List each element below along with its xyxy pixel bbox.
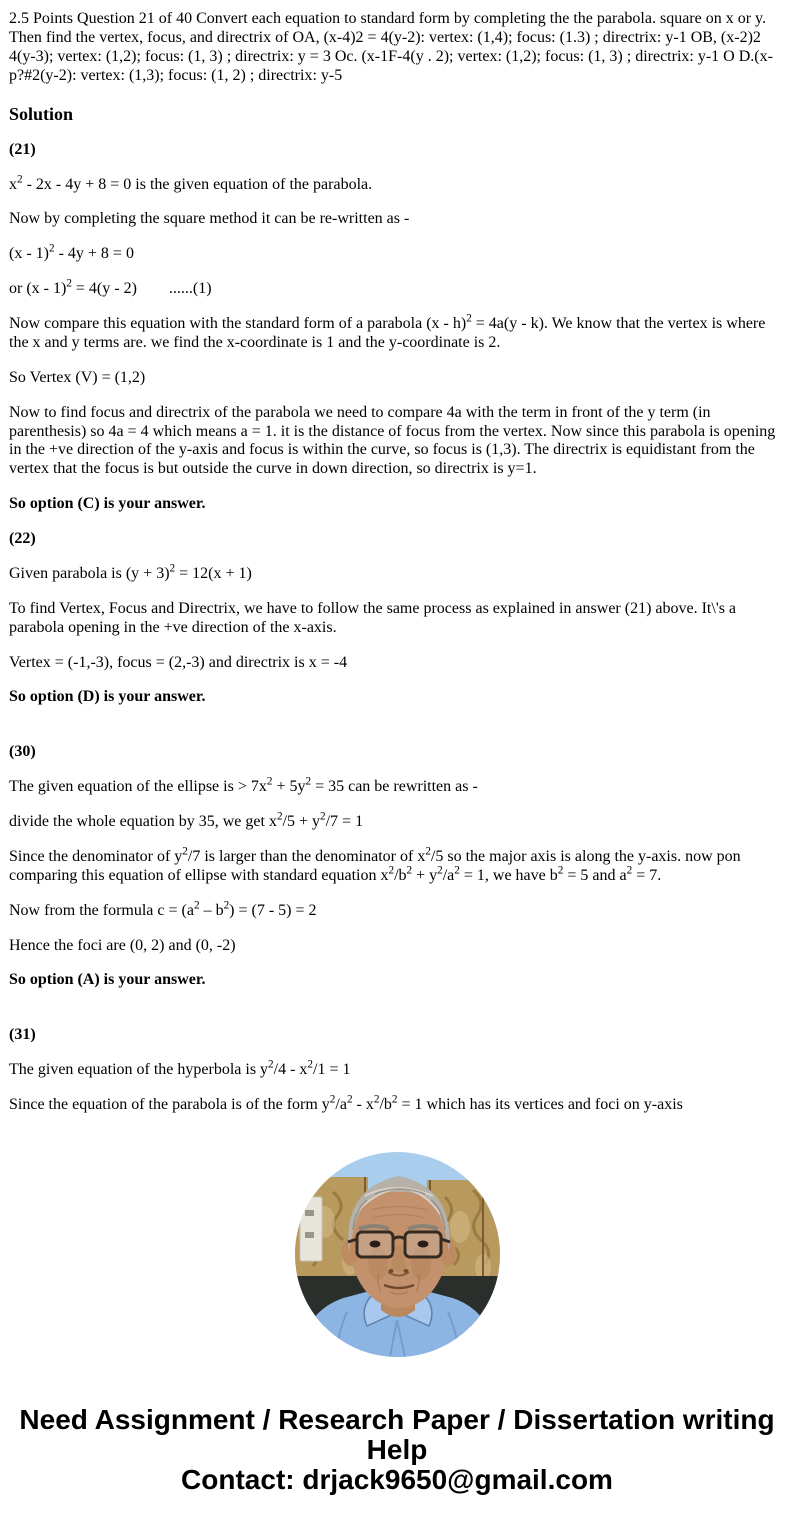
solution-paragraph: To find Vertex, Focus and Directrix, we have to follow the same process as explained in answer (21) above. It\'s a parabola opening in the +ve direction of the x-axis. — [9, 599, 741, 636]
section-30-number: (30) — [9, 743, 36, 761]
footer-help-text: Need Assignment / Research Paper / Dissertation writing Help — [19, 1404, 775, 1465]
answer-statement-30: So option (A) is your answer. — [9, 971, 206, 989]
solution-paragraph-clipped: Since the equation of the parabola is of the form $y^2/a^2 - x^2/b^2 = 1$ which has its vertices and foci on y-axis — [9, 1093, 683, 1114]
solution-paragraph: The given equation of the ellipse is > $7x^2 + 5y^2 = 35$ can be rewritten as - — [9, 775, 478, 796]
solution-heading: Solution — [9, 103, 74, 124]
solution-paragraph: or (x - 1)$^2$ = 4(y - 2) ......(1) — [9, 277, 212, 298]
solution-paragraph: Since the denominator of $y^2/7$ is larger than the denominator of $x^2/5$ so the major axis is along the y-axis. now pon comparing this equation of ellipse with standard equation $x^2/b^2 + y^2/a^2 = 1$, we have $b^2 = 5$ and $a^2 = 7$. — [9, 845, 745, 884]
solution-paragraph: Now from the formula $c = (a^2 - b^2) = (7 - 5) = 2$ — [9, 899, 317, 919]
solution-paragraph: divide the whole equation by 35, we get $x^2/5 + y^2/7 = 1$ — [9, 810, 364, 831]
solution-paragraph: Hence the foci are (0, 2) and (0, -2) — [9, 936, 236, 954]
tutor-photo — [295, 1152, 500, 1357]
footer-banner — [0, 1405, 794, 1495]
solution-paragraph: Now compare this equation with the standard form of a parabola (x - h)$^2$ = 4a(y - k). We know that the vertex is where the x and y terms are. we find the x-coordinate is 1 and the y-coordinate is 2. — [9, 312, 770, 351]
section-31-number: (31) — [9, 1026, 36, 1044]
solution-paragraph: (x - 1)$^2$ - 4y + 8 = 0 — [9, 243, 134, 263]
solution-paragraph: Now to find focus and directrix of the parabola we need to compare 4a with the term in front of the y term (in parenthesis) so 4a = 4 which means a = 1. it is the distance of focus from the vertex. Now since this parabola is opening in the +ve direction of the y-axis and focus is within the curve, so focus is (1,3). The directrix is equidistant from the vertex that the focus is but outside the curve in down direction, so directrix is y=1. — [9, 403, 780, 478]
solution-paragraph: Now by completing the square method it can be re-written as - — [9, 210, 410, 228]
section-22-number: (22) — [9, 530, 36, 548]
question-text: 2.5 Points Question 21 of 40 Convert each equation to standard form by completing the the parabola. square on x or y. Then find the vertex, focus, and directrix of OA, (x-4)2 = 4(y-2): vertex: (1,4); focus: (1.3) ; directrix: y-1 OB, (x-2)2 4(y-3); vertex: (1,2); focus: (1, 3) ; directrix: y = 3 Oc. (x-1F-4(y . 2); vertex: (1,2); focus: (1, 3) ; directrix: y-1 O D.(x-p?#2(y-2): vertex: (1,3); focus: (1, 2) ; directrix: y-5 — [9, 10, 773, 84]
answer-statement-21: So option (C) is your answer. — [9, 495, 206, 513]
footer-contact-email: Contact: drjack9650@gmail.com — [181, 1464, 613, 1495]
answer-statement-22: So option (D) is your answer. — [9, 688, 206, 706]
solution-paragraph: Vertex = (-1,-3), focus = (2,-3) and directrix is x = -4 — [9, 653, 348, 671]
solution-paragraph: So Vertex (V) = (1,2) — [9, 368, 146, 386]
section-21-number: (21) — [9, 140, 36, 158]
person-portrait-image — [295, 1152, 500, 1357]
solution-paragraph: $x^2 - 2x - 4y + 8 = 0$ is the given equation of the parabola. — [9, 173, 373, 193]
solution-paragraph: Given parabola is $(y + 3)^2 = 12(x + 1)$ — [9, 562, 252, 582]
solution-paragraph: The given equation of the hyperbola is $y^2/4 - x^2/1 = 1$ — [9, 1058, 351, 1079]
